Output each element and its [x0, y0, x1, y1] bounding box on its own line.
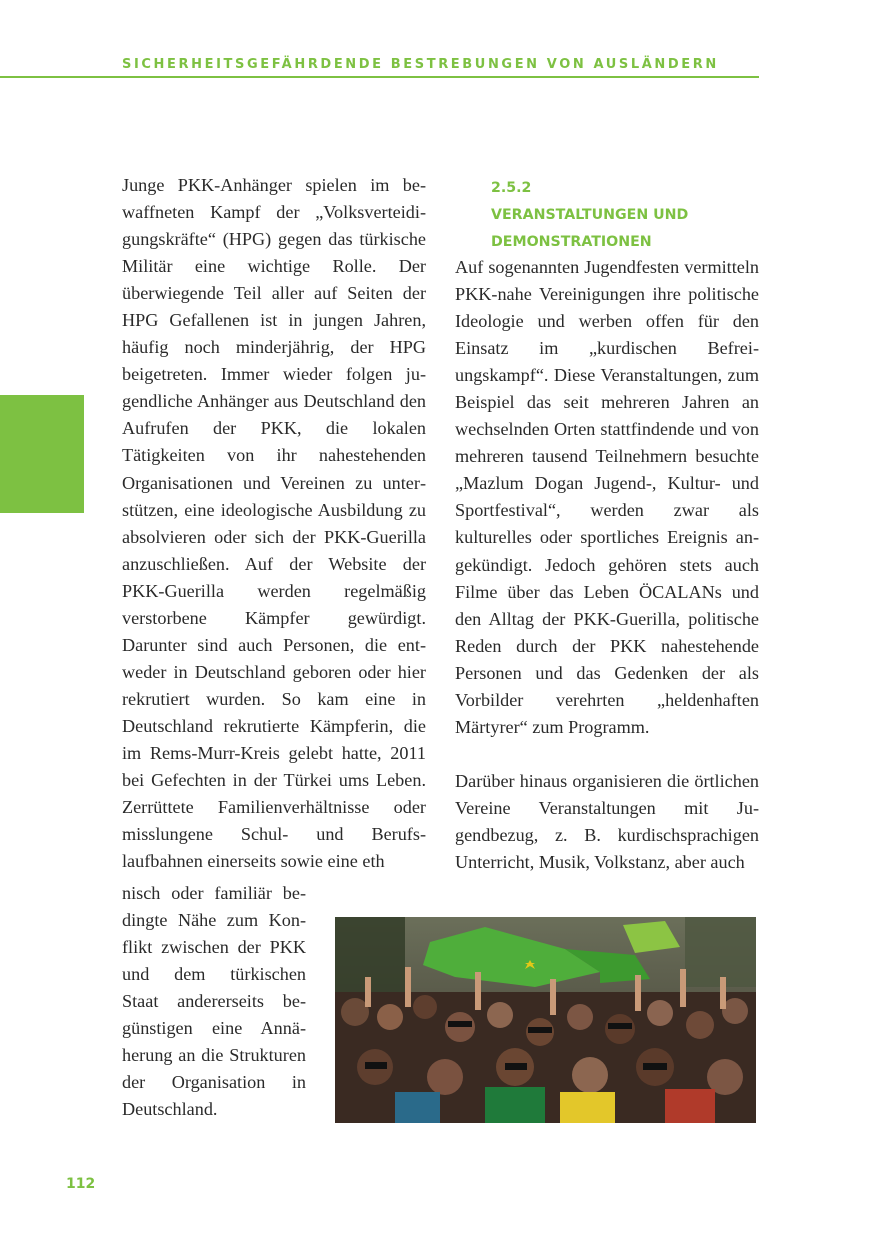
paragraph-gap	[455, 741, 759, 768]
page-number: 112	[66, 1176, 96, 1192]
section-title-line-2: DEMONSTRATIONEN	[491, 234, 652, 250]
section-heading	[491, 175, 759, 256]
right-column-paragraph-1: Auf sogenannten Jugendfesten vermitteln PKK-nahe Vereinigungen ihre politische Ideologie und werben offen für den Einsatz im „kurdischen Befreiungskampf“. Diese Veranstaltungen, zum Beispiel das seit mehreren Jahren an wechselnden Orten stattfindende und von mehreren tausend Teilnehmern besuchte „Mazlum Dogan Jugend-, Kultur- und Sportfestival“, werden zwar als kulturelles oder sportliches Ereignis angekündigt. Jedoch gehören stets auch Filme über das Leben ÖCALANs und den Alltag der PKK-Guerilla, politische Reden durch der PKK nahestehende Personen und das Gedenken der als Vorbilder verehrten „heldenhaften Märtyrer“ zum Programm.	[455, 257, 759, 737]
right-column	[455, 254, 759, 876]
right-column-paragraph-2: Darüber hinaus organisieren die örtlichen Vereine Veranstaltungen mit Jugendbezug, z. B. kurdischsprachigen Unterricht, Musik, Volkstanz, aber auch	[455, 770, 759, 872]
header-rule	[0, 76, 759, 78]
running-header: SICHERHEITSGEFÄHRDENDE BESTREBUNGEN VON AUSLÄNDERN	[122, 57, 719, 72]
left-column-paragraph-continued: nisch oder familiär bedingte Nähe zum Konflikt zwischen der PKK und dem türkischen Staat andererseits begünstigen eine Annäherung an die Strukturen der Organisation in Deutschland.	[122, 883, 306, 1120]
section-title-line-1: VERANSTALTUNGEN UND	[491, 207, 689, 223]
left-column-paragraph: Junge PKK-Anhänger spielen im bewaffneten Kampf der „Volksverteidigungskräfte“ (HPG) gegen das türkische Militär eine wichtige Rolle. Der überwiegende Teil aller auf Seiten der HPG Gefallenen ist in jungen Jahren, häufig noch minderjährig, der HPG beigetreten. Immer wieder folgen jugendliche Anhänger aus Deutschland den Aufrufen der PKK, die lokalen Tätigkeiten von ihr nahestehenden Organisationen und Vereinen zu unterstützen, eine ideologische Ausbildung zu absolvieren oder sich der PKK-Guerilla anzuschließen. Auf der Website der PKK-Guerilla werden regelmäßig verstorbene Kämpfer gewürdigt. Darunter sind auch Personen, die entweder in Deutschland geboren oder hier rekrutiert wurden. So kam eine in Deutschland rekrutierte Kämpferin, die im Rems-Murr-Kreis gelebt hatte, 2011 bei Gefechten in der Türkei ums Leben. Zerrüttete Familienverhältnisse oder misslungene Schul- und Berufslaufbahnen einerseits sowie eine eth	[122, 175, 426, 872]
photo-trees-right	[685, 917, 756, 987]
chapter-side-marker	[0, 395, 84, 513]
crowd-photo	[335, 917, 756, 1123]
section-number: 2.5.2	[491, 180, 532, 196]
